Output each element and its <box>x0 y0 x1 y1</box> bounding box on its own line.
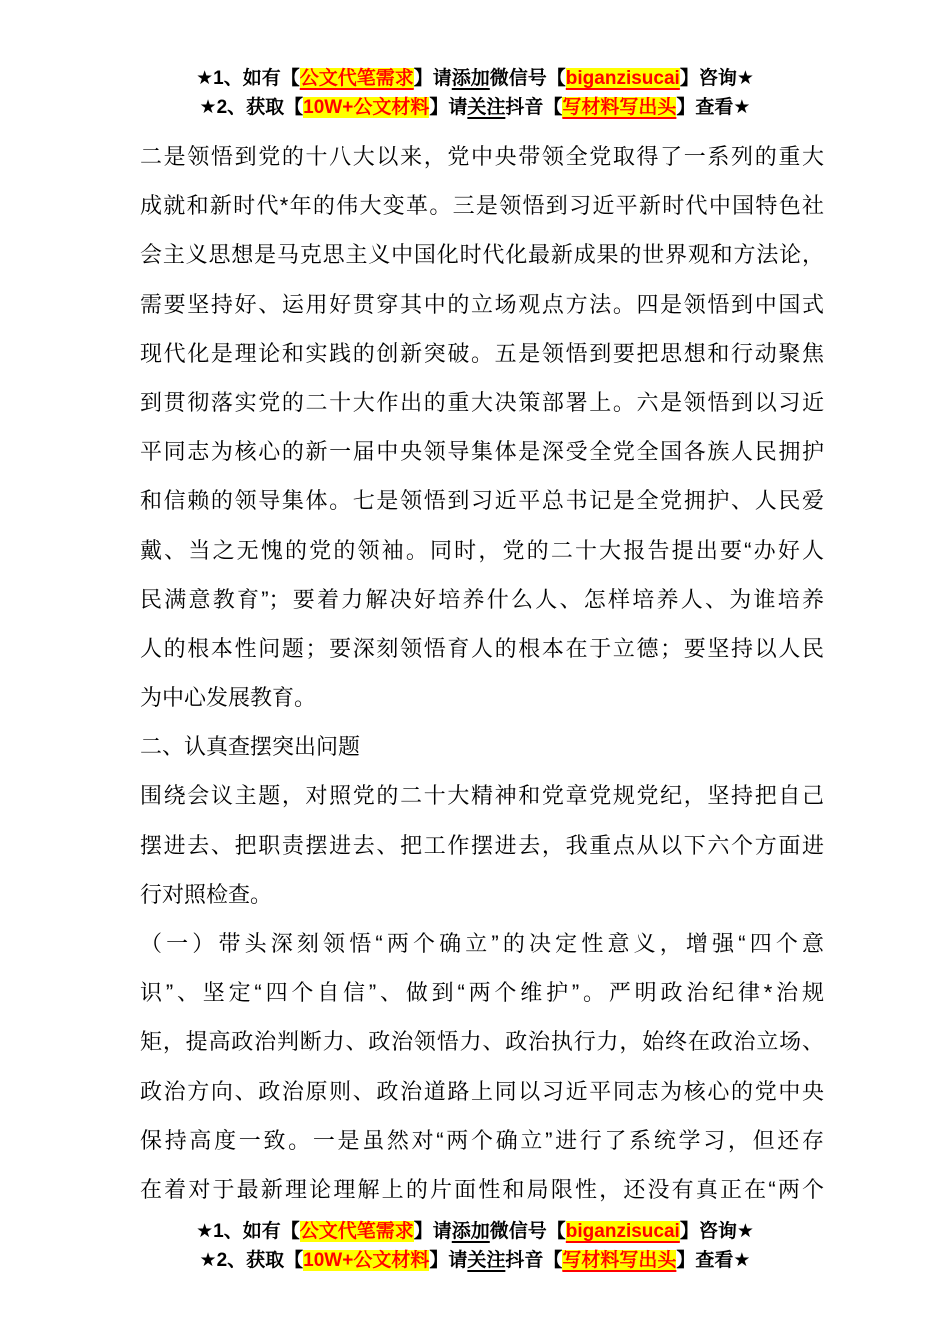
text-line: 会主义思想是马克思主义中国化时代化最新成果的世界观和方法论， <box>140 242 824 268</box>
banner-segment: ★2、获取【 <box>199 97 304 118</box>
section-heading <box>140 722 824 771</box>
banner-segment: 微信号【 <box>489 1221 566 1243</box>
banner-segment: 关注 <box>467 1250 506 1272</box>
text-line: 戴、当之无愧的党的领袖。同时，党的二十大报告提出要“办好人 <box>140 537 824 563</box>
text-line: 现代化是理论和实践的创新突破。五是领悟到要把思想和行动聚焦 <box>140 340 824 366</box>
banner-segment: 】请 <box>413 1221 452 1243</box>
text-line: 和信赖的领导集体。七是领悟到习近平总书记是全党拥护、人民爱 <box>140 488 824 514</box>
banner-segment: 写材料写出头 <box>562 1250 677 1272</box>
text-line: 到贯彻落实党的二十大作出的重大决策部署上。六是领悟到以习近 <box>140 389 824 415</box>
banner-segment: 微信号【 <box>489 68 566 89</box>
banner-segment: 抖音【 <box>505 97 563 118</box>
text-line: 成就和新时代*年的伟大变革。三是领悟到习近平新时代中国特色社 <box>140 193 824 219</box>
banner-segment: 添加 <box>451 1221 490 1243</box>
footer-banner-line-1 <box>0 1217 950 1246</box>
banner-segment: 公文代笔需求 <box>299 68 414 89</box>
text-line: 平同志为核心的新一届中央领导集体是深受全党全国各族人民拥护 <box>140 439 824 465</box>
footer-banner-line-2 <box>0 1246 950 1275</box>
text-line: 需要坚持好、运用好贯穿其中的立场观点方法。四是领悟到中国式 <box>140 291 824 317</box>
text-line: 识”、坚定“四个自信”、做到“两个维护”。严明政治纪律*治规 <box>140 980 824 1006</box>
banner-segment: 】咨询★ <box>679 68 754 89</box>
text-line: 围绕会议主题，对照党的二十大精神和党章党规党纪，坚持把自己 <box>140 783 824 809</box>
document-body <box>140 132 824 1214</box>
banner-segment: 10W+公文材料 <box>303 97 430 118</box>
banner-segment: 】查看★ <box>676 97 751 118</box>
text-line: 二是领悟到党的十八大以来，党中央带领全党取得了一系列的重大 <box>140 144 824 169</box>
text-line: 民满意教育”；要着力解决好培养什么人、怎样培养人、为谁培养 <box>140 586 824 612</box>
banner-segment: 关注 <box>467 97 506 118</box>
text-line: 政治方向、政治原则、政治道路上同以习近平同志为核心的党中央 <box>140 1078 824 1104</box>
footer-banner <box>0 1214 950 1275</box>
banner-segment: 】查看★ <box>676 1250 751 1272</box>
header-banner-line-1 <box>0 64 950 93</box>
text-line: 矩，提高政治判断力、政治领悟力、政治执行力，始终在政治立场、 <box>140 1029 824 1055</box>
intro-paragraph <box>140 771 824 919</box>
banner-segment: 添加 <box>451 68 490 89</box>
continuation-paragraph <box>140 132 824 722</box>
banner-segment: ★2、获取【 <box>199 1250 304 1272</box>
text-line: 行对照检查。 <box>140 881 273 907</box>
text-line: 保持高度一致。一是虽然对“两个确立”进行了系统学习，但还存 <box>140 1127 824 1153</box>
banner-segment: 】请 <box>429 97 468 118</box>
subsection-paragraph <box>140 919 824 1214</box>
header-banner <box>0 0 950 122</box>
banner-segment: biganzisucai <box>565 68 680 89</box>
banner-segment: 】请 <box>413 68 452 89</box>
text-line: （一）带头深刻领悟“两个确立”的决定性意义，增强“四个意 <box>140 931 824 956</box>
banner-segment: 抖音【 <box>505 1250 563 1272</box>
banner-segment: ★1、如有【 <box>196 1221 300 1243</box>
banner-segment: biganzisucai <box>565 1221 680 1243</box>
text-line: 摆进去、把职责摆进去、把工作摆进去，我重点从以下六个方面进 <box>140 832 824 858</box>
text-line: 在着对于最新理论理解上的片面性和局限性，还没有真正在“两个 <box>140 1176 824 1202</box>
text-line: 二、认真查摆突出问题 <box>140 734 361 760</box>
text-line: 为中心发展教育。 <box>140 685 317 711</box>
text-line: 人的根本性问题；要深刻领悟育人的根本在于立德；要坚持以人民 <box>140 635 824 661</box>
banner-segment: 10W+公文材料 <box>303 1250 430 1272</box>
banner-segment: ★1、如有【 <box>196 68 300 89</box>
banner-segment: 公文代笔需求 <box>299 1221 414 1243</box>
banner-segment: 写材料写出头 <box>562 97 677 118</box>
header-banner-line-2 <box>0 93 950 122</box>
banner-segment: 】咨询★ <box>679 1221 754 1243</box>
banner-segment: 】请 <box>429 1250 468 1272</box>
